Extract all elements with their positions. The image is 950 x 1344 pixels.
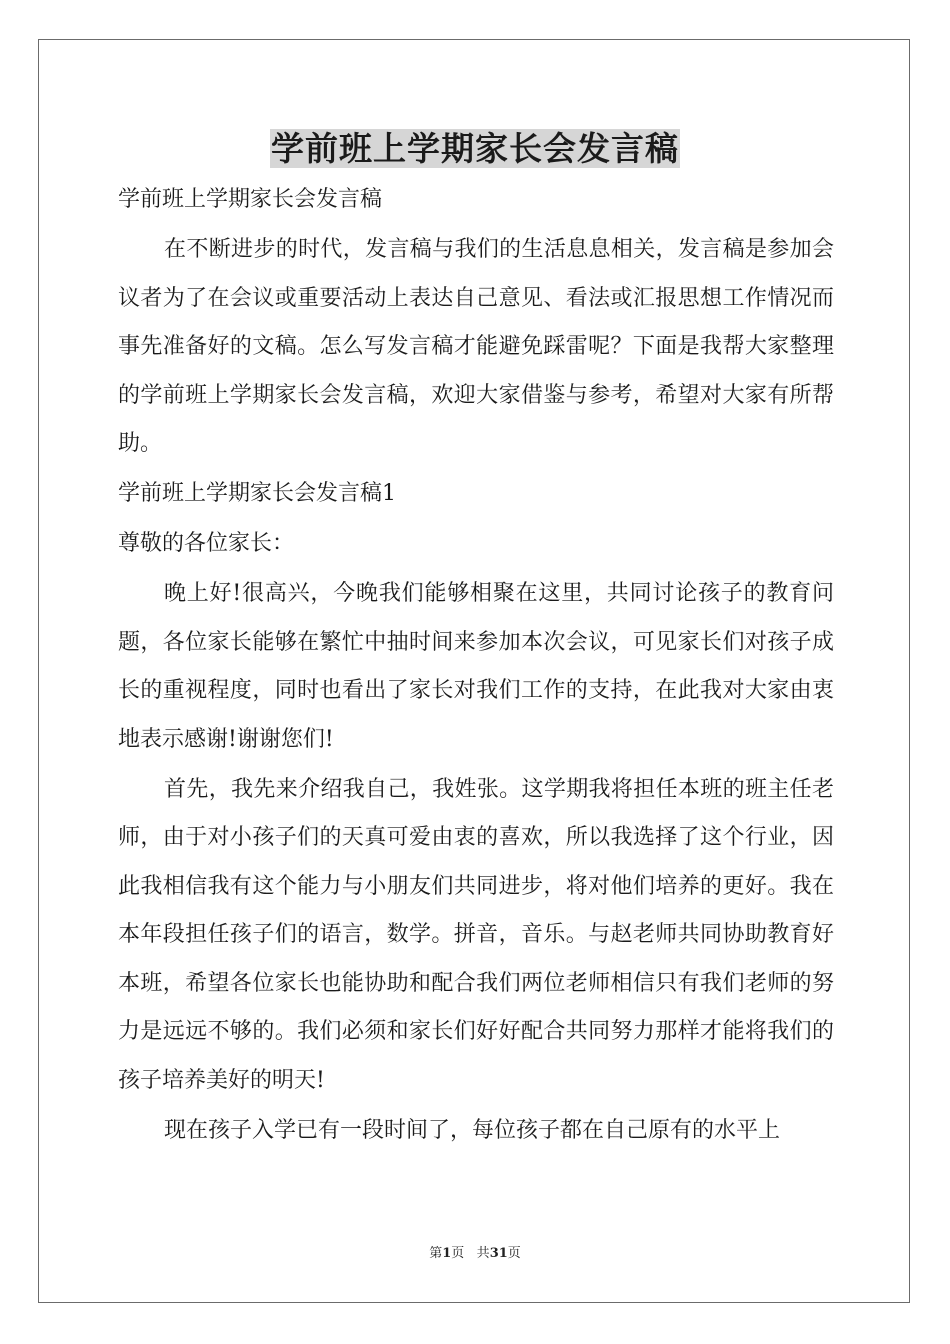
footer-total-prefix: 共: [476, 1246, 490, 1261]
document-title: [0, 126, 950, 172]
page-footer: [0, 1245, 950, 1263]
footer-page-suffix: 页: [451, 1246, 465, 1261]
body-paragraph-greeting: 晚上好!很高兴，今晚我们能够相聚在这里，共同讨论孩子的教育问题，各位家长能够在繁忙中抽时间来参加本次会议，可见家长们对孩子成长的重视程度，同时也看出了家长对我们工作的支持，在此我对大家由衷地表示感谢!谢谢您们!: [118, 581, 834, 752]
body-paragraph-introduction: 首先，我先来介绍我自己，我姓张。这学期我将担任本班的班主任老师，由于对小孩子们的天真可爱由衷的喜欢，所以我选择了这个行业，因此我相信我有这个能力与小朋友们共同进步，将对他们培养的更好。我在本年段担任孩子们的语言，数学。拼音，音乐。与赵老师共同协助教育好本班，希望各位家长也能协助和配合我们两位老师相信只有我们老师的努力是远远不够的。我们必须和家长们好好配合共同努力那样才能将我们的孩子培养美好的明天!: [118, 776, 834, 1093]
salutation: 尊敬的各位家长：: [118, 531, 295, 556]
intro-paragraph: 在不断进步的时代，发言稿与我们的生活息息相关，发言稿是参加会议者为了在会议或重要活动上表达自己意见、看法或汇报思想工作情况而事先准备好的文稿。怎么写发言稿才能避免踩雷呢？下面是我帮大家整理的学前班上学期家长会发言稿，欢迎大家借鉴与参考，希望对大家有所帮助。: [118, 237, 834, 456]
document-body: [118, 176, 834, 1155]
footer-page-number: 1: [442, 1246, 452, 1261]
subtitle-paragraph: 学前班上学期家长会发言稿: [118, 187, 383, 212]
document-title-text: 学前班上学期家长会发言稿: [271, 129, 679, 168]
footer-prefix: 第: [429, 1246, 443, 1261]
body-paragraph-continued: 现在孩子入学已有一段时间了，每位孩子都在自己原有的水平上: [164, 1117, 781, 1143]
footer-total-suffix: 页: [507, 1246, 521, 1261]
footer-total-pages: 31: [489, 1246, 508, 1261]
section-heading: 学前班上学期家长会发言稿1: [118, 481, 396, 506]
